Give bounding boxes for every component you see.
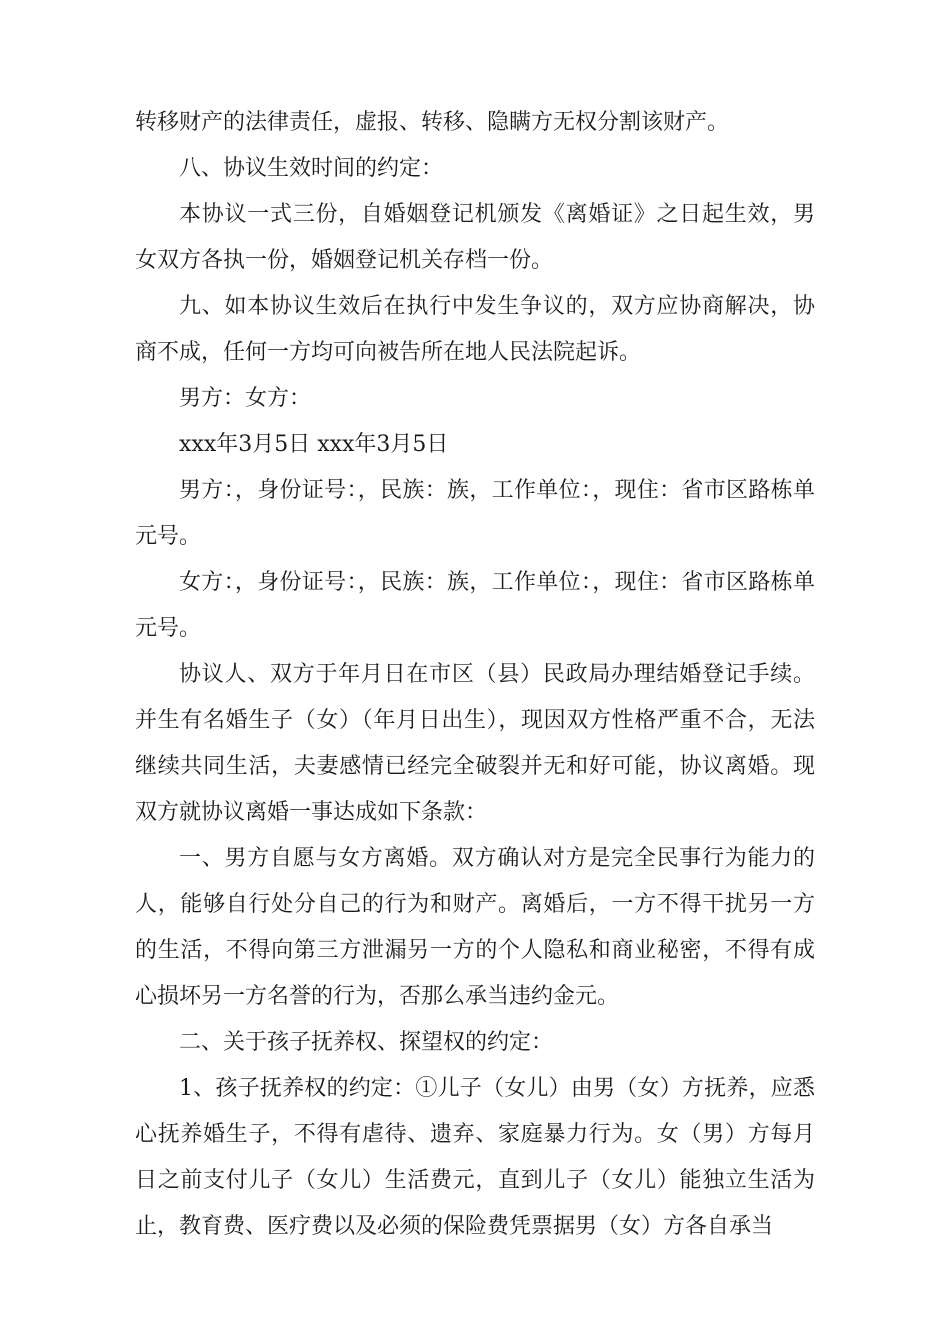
paragraph-4: 九、如本协议生效后在执行中发生争议的，双方应协商解决，协商不成，任何一方均可向被告所在地人民法院起诉。: [135, 294, 815, 365]
paragraph-8: 女方：，身份证号：，民族：族，工作单位：，现住：省市区路栋单元号。: [135, 570, 815, 641]
paragraph-11: 二、关于孩子抚养权、探望权的约定：: [179, 1030, 554, 1055]
paragraph-9: 协议人、双方于年月日在市区（县）民政局办理结婚登记手续。并生有名婚生子（女）（年月日出生），现因双方性格严重不合，无法继续共同生活，夫妻感情已经完全破裂并无和好可能，协议离婚。现双方就协议离婚一事达成如下条款：: [135, 662, 815, 825]
paragraph-2: 八、协议生效时间的约定：: [179, 156, 444, 181]
paragraph-5: 男方：女方：: [179, 386, 312, 411]
paragraph-12: 1、孩子抚养权的约定：①儿子（女儿）由男（女）方抚养，应悉心抚养婚生子，不得有虐待、遗弃、家庭暴力行为。女（男）方每月日之前支付儿子（女儿）生活费元，直到儿子（女儿）能独立生活为止，教育费、医疗费以及必须的保险费凭票据男（女）方各自承当: [135, 1076, 815, 1239]
paragraph-7: 男方：，身份证号：，民族：族，工作单位：，现住：省市区路栋单元号。: [135, 478, 815, 549]
document-body: [135, 100, 815, 1250]
paragraph-6: xxx年3月5日 xxx年3月5日: [179, 432, 449, 457]
paragraph-3: 本协议一式三份，自婚姻登记机颁发《离婚证》之日起生效，男女双方各执一份，婚姻登记机关存档一份。: [135, 202, 815, 273]
paragraph-10: 一、男方自愿与女方离婚。双方确认对方是完全民事行为能力的人，能够自行处分自己的行为和财产。离婚后，一方不得干扰另一方的生活，不得向第三方泄漏另一方的个人隐私和商业秘密，不得有成心损坏另一方名誉的行为，否那么承当违约金元。: [135, 846, 815, 1009]
paragraph-1: 转移财产的法律责任，虚报、转移、隐瞒方无权分割该财产。: [135, 110, 730, 135]
